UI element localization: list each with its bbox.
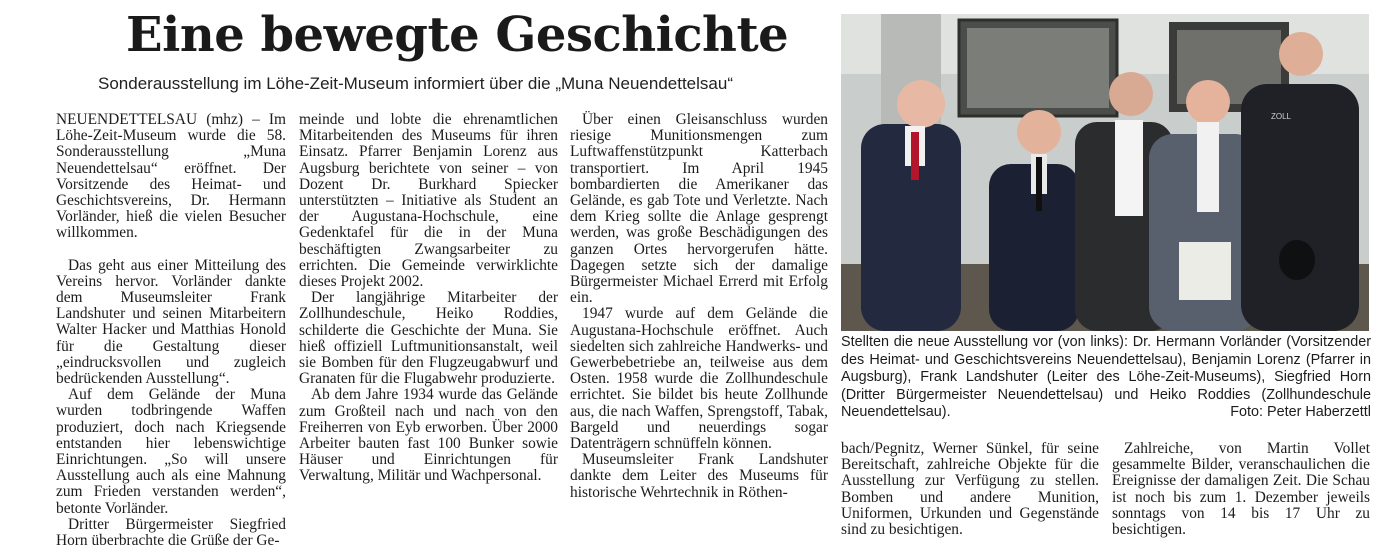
paragraph: Über einen Gleisanschluss wurden riesige Munitionsmengen zum Luftwaffenstützpunkt Katterbach transportiert. Im April 1945 bombardierten die Amerikaner das Gelände, es gab Tote und Verletzte. Nach dem Krieg sollte die Anlage gesprengt werden, was große Beschädigungen des ganzen Ortes hervorgerufen hätte. Dagegen setzte sich der damalige Bürgermeister Michael Errerd mit Erfolg ein. (570, 111, 828, 307)
headline: Eine bewegte Geschichte (126, 7, 789, 63)
paragraph: Zahlreiche, von Martin Vollet gesammelte Bilder, veranschaulichen die Ereignisse der damaligen Zeit. Die Schau ist noch bis zum 1. Dezember jeweils sonntags von 14 bis 17 Uhr zu besichtigen. (1112, 440, 1370, 539)
subheadline: Sonderausstellung im Löhe-Zeit-Museum informiert über die „Muna Neuendettelsau“ (98, 74, 733, 93)
photo-caption (841, 334, 1371, 422)
article-column-5 (1112, 441, 1370, 538)
article-column-1 (56, 112, 286, 549)
caption-text: Stellten die neue Ausstellung vor (von links): Dr. Hermann Vorländer (Vorsitzender des Heimat- und Geschichtsvereins Neuendettelsau), Benjamin Lorenz (Pfarrer in Augsburg), Frank Landshuter (Leiter des Löhe-Zeit-Museums), Siegfried Horn (Dritter Bürgermeister Neuendettelsau) und Heiko Roddies (Zollhundeschule Neuendettelsau). (841, 334, 1371, 421)
paragraph: meinde und lobte die ehrenamtlichen Mitarbeitenden des Museums für ihren Einsatz. Pfarrer Benjamin Lorenz aus Augsburg berichtete von seiner – von Dozent Dr. Burkhard Spiecker unterstützten – Initiative als Student an der Augustana-Hochschule, eine Gedenktafel für die in der Muna beschäftigten Zwangsarbeiter zu errichten. Die Gemeinde verwirklichte dieses Projekt 2002. (299, 111, 558, 291)
paragraph: Ab dem Jahre 1934 wurde das Gelände zum Großteil nach und nach von den Freiherren von Eyb erworben. Über 2000 Arbeiter bauten fast 100 Bunker sowie Häuser und Einrichtungen für Verwaltung, Militär und Wachpersonal. (299, 386, 558, 485)
photo-credit: Foto: Peter Haberzettl (1230, 404, 1371, 421)
paragraph: NEUENDETTELSAU (mhz) – Im Löhe-Zeit-Museum wurde die 58. Sonderausstellung „Muna Neuendettelsau“ eröffnet. Der Vorsitzende des Heimat- und Geschichtsvereins, Dr. Hermann Vorländer, hieß die vielen Besucher willkommen. (56, 111, 286, 242)
paragraph: Auf dem Gelände der Muna wurden todbringende Waffen produziert, doch nach Kriegsende entstanden hier lebenswichtige Einrichtungen. „So will unsere Ausstellung auch als eine Mahnung zum Frieden verstanden werden“, betonte Vorländer. (56, 386, 286, 517)
paragraph: Das geht aus einer Mitteilung des Vereins hervor. Vorländer dankte dem Museumsleiter Frank Landshuter und seinen Mitarbeitern Walter Hacker und Matthias Honold für die Gestaltung dieser „eindrucksvollen und zugleich bedrückenden Ausstellung“. (56, 256, 286, 388)
article-column-2 (299, 112, 558, 485)
paragraph: 1947 wurde auf dem Gelände die Augustana-Hochschule eröffnet. Auch siedelten sich zahlreiche Handwerks- und Gewerbebetriebe an, teilweise aus dem Osten. 1958 wurde die Zollhundeschule errichtet. Sie bildet bis heute Zollhunde aus, die nach Waffen, Sprengstoff, Tabak, Bargeld und neuerdings sogar Datenträgern schnüffeln können. (570, 305, 828, 453)
jacket-label: ZOLL (1271, 112, 1292, 121)
group-photo-illustration (841, 14, 1369, 331)
paragraph: bach/Pegnitz, Werner Sünkel, für seine Bereitschaft, zahlreiche Objekte für die Ausstellung zur Verfügung zu stellen. Bomben und andere Munition, Uniformen, Urkunden und Gegenstände sind zu besichtigen. (841, 440, 1099, 539)
paragraph: Dritter Bürgermeister Siegfried Horn überbrachte die Grüße der Ge- (56, 515, 286, 550)
group-photo (841, 14, 1369, 331)
article-column-3 (570, 112, 828, 501)
paragraph: Museumsleiter Frank Landshuter dankte dem Leiter des Museums für historische Wehrtechnik in Röthen- (570, 451, 828, 501)
article-column-4 (841, 441, 1099, 538)
paragraph: Der langjährige Mitarbeiter der Zollhundeschule, Heiko Roddies, schilderte die Geschichte der Muna. Sie hieß offiziell Luftmunitionsanstalt, weil sie Bomben für den Flugzeugabwurf und Granaten für die Flugabwehr produzierte. (299, 289, 558, 388)
